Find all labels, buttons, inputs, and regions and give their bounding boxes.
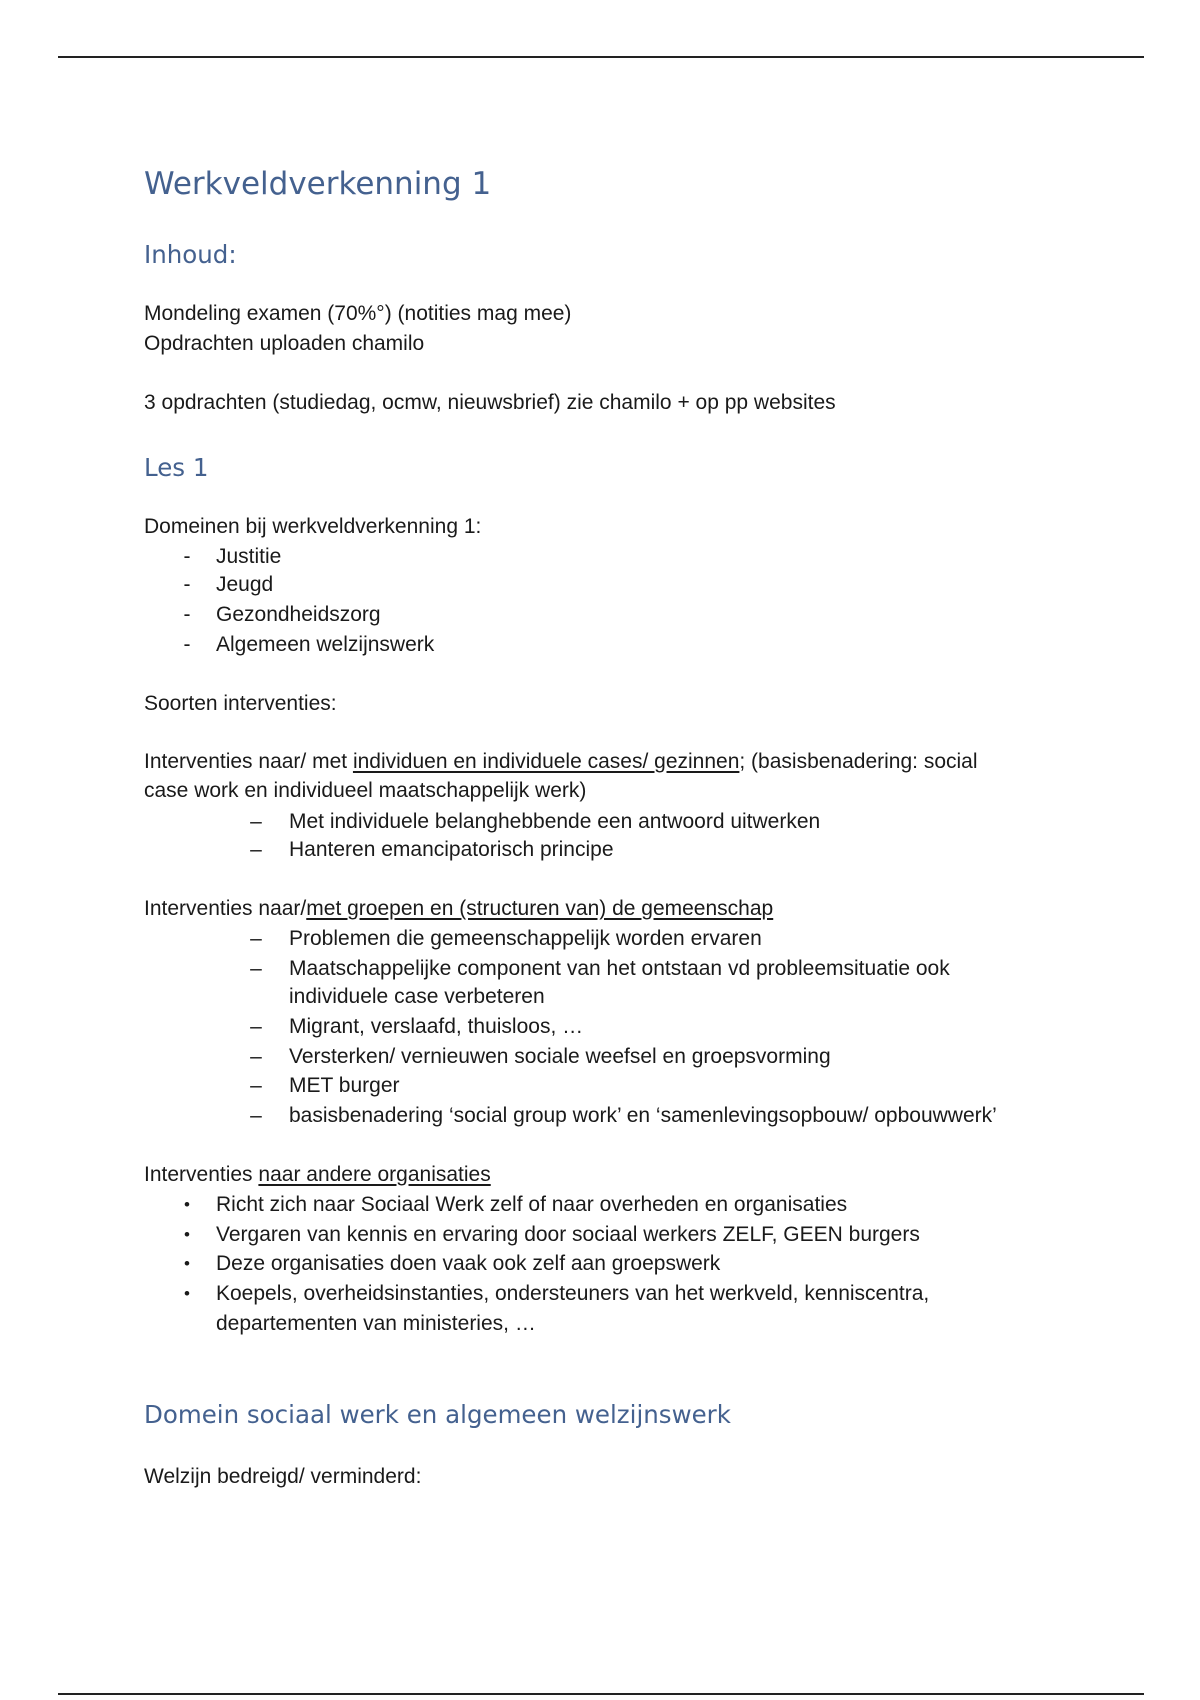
interventions-organisations bbox=[144, 1161, 491, 1189]
emdash-marker: – bbox=[250, 957, 262, 980]
list-item-text: basisbenadering ‘social group work’ en ‘samenlevingsopbouw/ opbouwwerk’ bbox=[289, 1104, 997, 1127]
paragraph-line: 3 opdrachten (studiedag, ocmw, nieuwsbrief) zie chamilo + op pp websites bbox=[144, 391, 836, 414]
emdash-marker: – bbox=[250, 1045, 262, 1068]
list-item-text: departementen van ministeries, … bbox=[216, 1312, 536, 1335]
list-item-text: Maatschappelijke component van het ontstaan vd probleemsituatie ook bbox=[289, 957, 950, 980]
list-item-text: Justitie bbox=[216, 545, 282, 568]
heading-inhoud: Inhoud: bbox=[144, 240, 237, 269]
list-item-text: Migrant, verslaafd, thuisloos, … bbox=[289, 1015, 584, 1038]
emdash-marker: – bbox=[250, 810, 262, 833]
list-item-text: Deze organisaties doen vaak ook zelf aan groepswerk bbox=[216, 1252, 721, 1275]
list-item-text: Met individuele belanghebbende een antwoord uitwerken bbox=[289, 810, 821, 833]
list-item-text: Algemeen welzijnswerk bbox=[216, 633, 435, 656]
interventions-intro: Soorten interventies: bbox=[144, 692, 337, 715]
text-segment: Interventies naar/ bbox=[144, 897, 307, 920]
emdash-marker: – bbox=[250, 1104, 262, 1127]
list-item-text: Jeugd bbox=[216, 573, 274, 596]
bullet-marker: • bbox=[184, 1254, 190, 1273]
underlined-text: met groepen en (structuren van) de gemeenschap bbox=[306, 897, 774, 920]
list-item-text: MET burger bbox=[289, 1074, 400, 1097]
paragraph-line: Welzijn bedreigd/ verminderd: bbox=[144, 1465, 422, 1488]
paragraph-line: Mondeling examen (70%°) (notities mag mee) bbox=[144, 302, 572, 325]
domains-intro: Domeinen bij werkveldverkenning 1: bbox=[144, 515, 482, 538]
heading-domein-sociaal-werk: Domein sociaal werk en algemeen welzijnswerk bbox=[144, 1400, 731, 1429]
text-segment: Interventies bbox=[144, 1163, 259, 1186]
paragraph-line: case work en individueel maatschappelijk werk) bbox=[144, 779, 587, 802]
emdash-marker: – bbox=[250, 838, 262, 861]
interventions-individuals bbox=[144, 748, 978, 776]
list-item-text: individuele case verbeteren bbox=[289, 985, 545, 1008]
emdash-marker: – bbox=[250, 927, 262, 950]
dash-marker: - bbox=[183, 603, 191, 626]
dash-marker: - bbox=[183, 573, 191, 596]
list-item-text: Richt zich naar Sociaal Werk zelf of naar overheden en organisaties bbox=[216, 1193, 848, 1216]
list-item-text: Gezondheidszorg bbox=[216, 603, 381, 626]
list-item-text: Hanteren emancipatorisch principe bbox=[289, 838, 614, 861]
heading-les-1: Les 1 bbox=[144, 453, 209, 482]
dash-marker: - bbox=[183, 545, 191, 568]
dash-marker: - bbox=[183, 633, 191, 656]
emdash-marker: – bbox=[250, 1074, 262, 1097]
text-segment: Interventies naar/ met bbox=[144, 750, 353, 773]
bullet-marker: • bbox=[184, 1195, 190, 1214]
list-item-text: Vergaren van kennis en ervaring door sociaal werkers ZELF, GEEN burgers bbox=[216, 1223, 920, 1246]
list-item-text: Koepels, overheidsinstanties, ondersteuners van het werkveld, kenniscentra, bbox=[216, 1282, 930, 1305]
document-title: Werkveldverkenning 1 bbox=[144, 166, 492, 202]
text-segment: ; (basisbenadering: social bbox=[739, 750, 978, 773]
paragraph-line: Opdrachten uploaden chamilo bbox=[144, 332, 425, 355]
list-item-text: Versterken/ vernieuwen sociale weefsel en groepsvorming bbox=[289, 1045, 831, 1068]
bullet-marker: • bbox=[184, 1284, 190, 1303]
underlined-text: individuen en individuele cases/ gezinnen bbox=[352, 750, 740, 773]
header-rule bbox=[58, 56, 1144, 58]
interventions-groups bbox=[144, 895, 773, 923]
list-item-text: Problemen die gemeenschappelijk worden ervaren bbox=[289, 927, 762, 950]
bullet-marker: • bbox=[184, 1225, 190, 1244]
emdash-marker: – bbox=[250, 1015, 262, 1038]
underlined-text: naar andere organisaties bbox=[258, 1163, 491, 1186]
footer-rule bbox=[58, 1693, 1144, 1695]
